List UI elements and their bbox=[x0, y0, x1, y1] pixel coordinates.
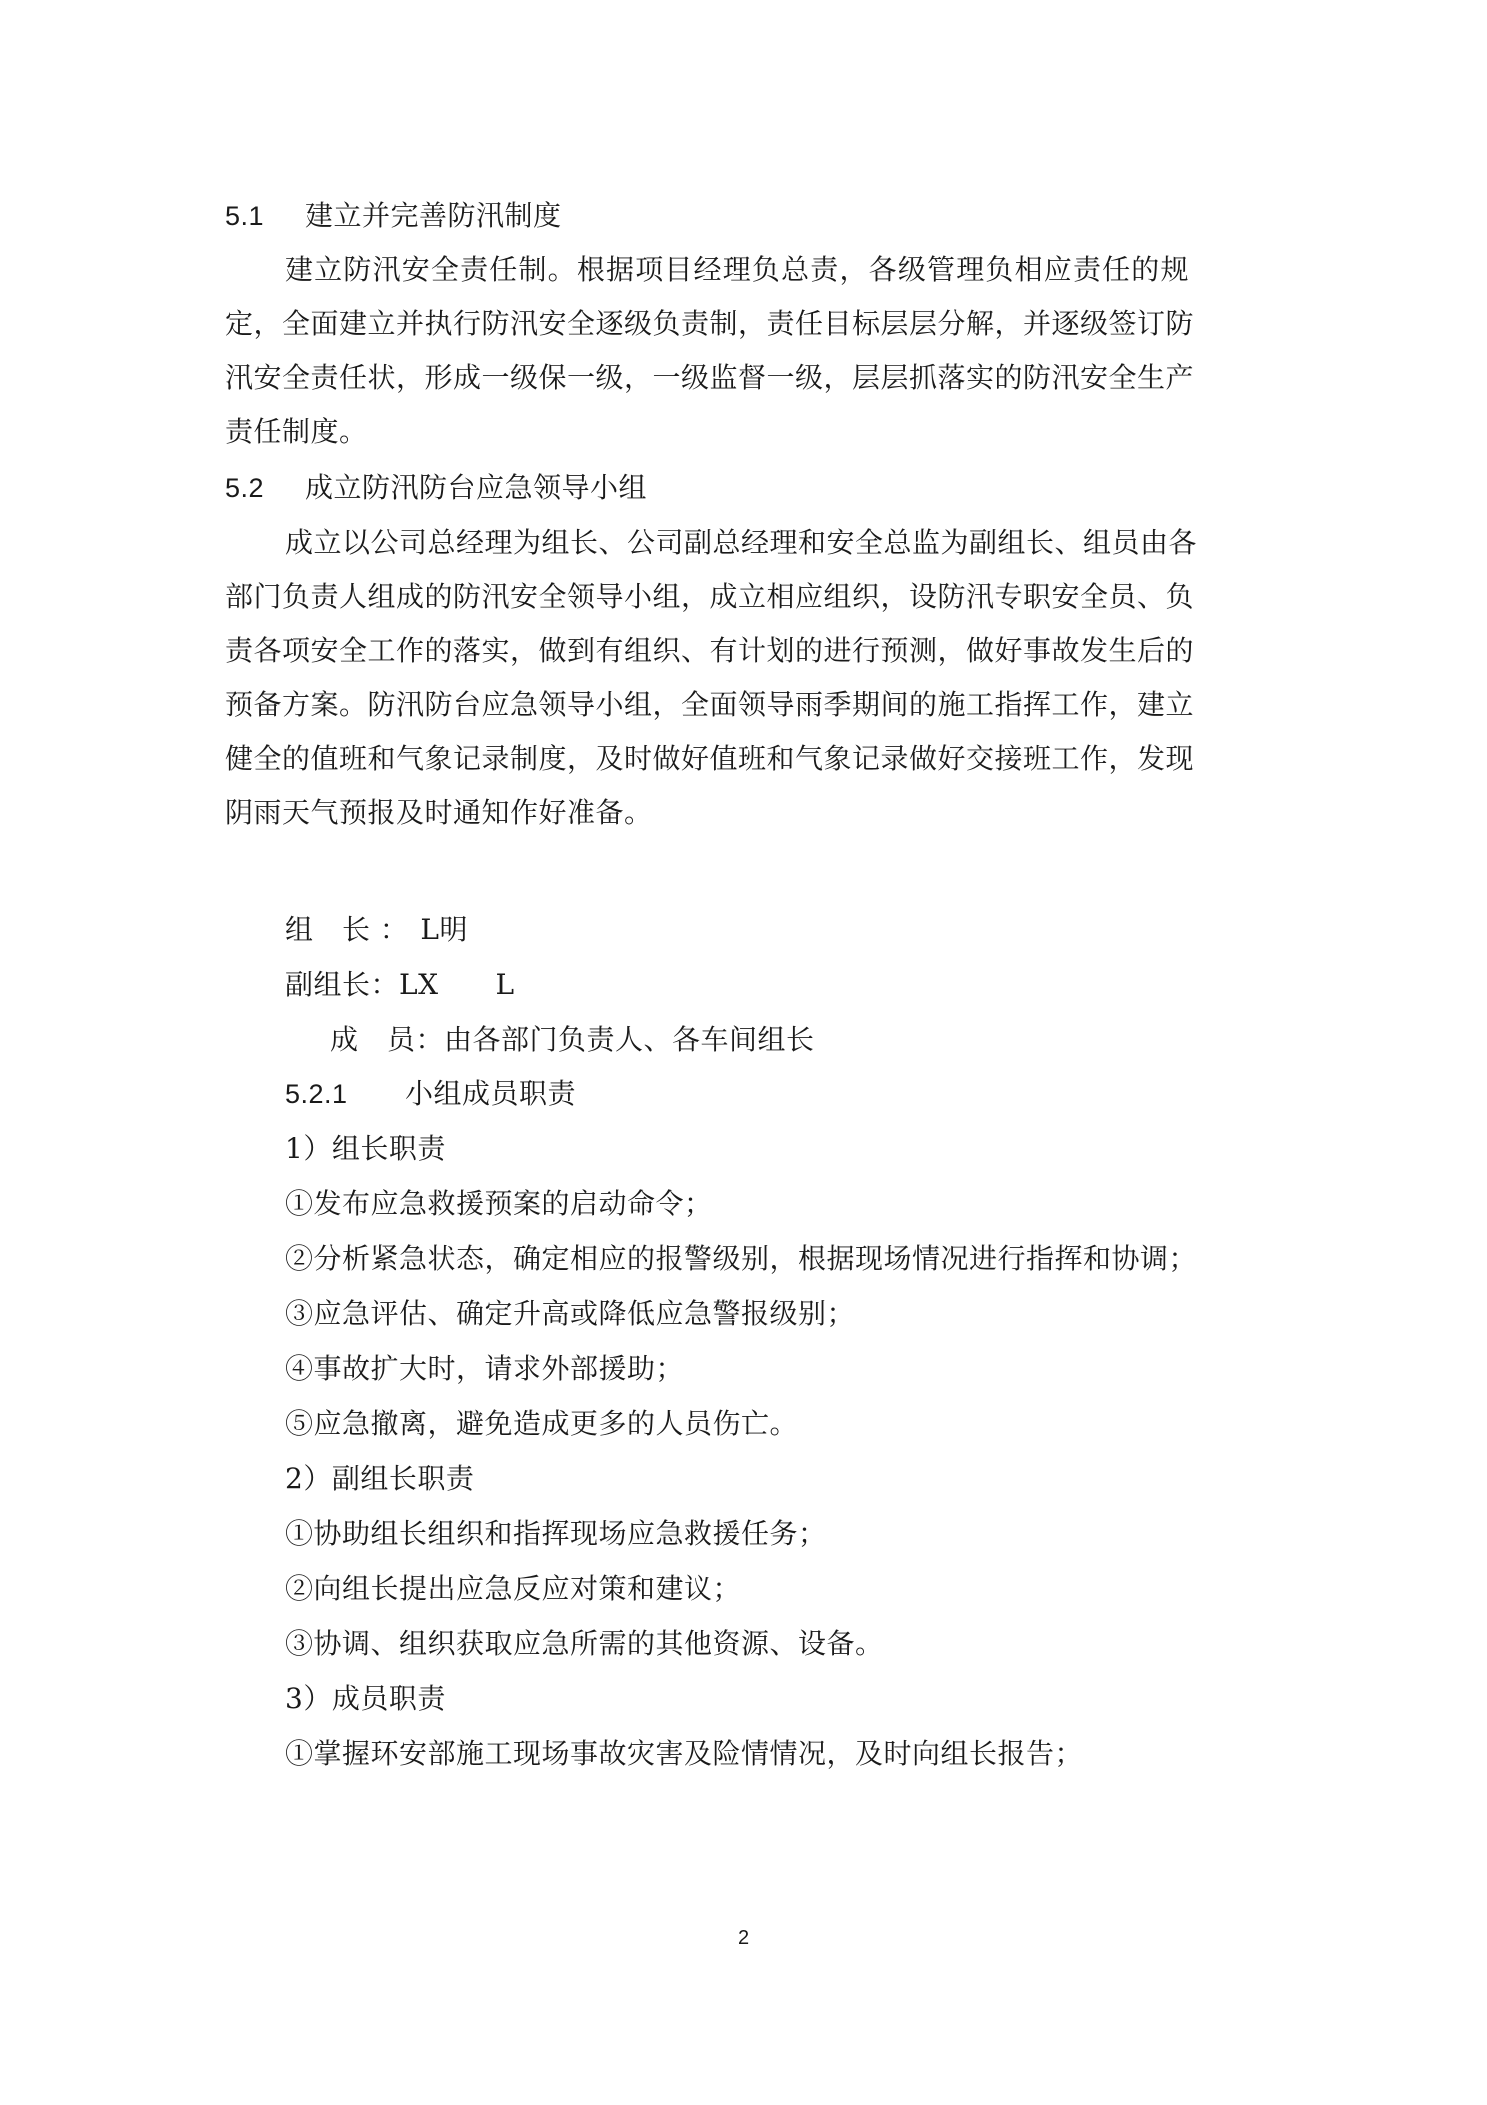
list-item: ①掌握环安部施工现场事故灾害及险情情况，及时向组长报告； bbox=[285, 1737, 1084, 1770]
list-item: ③协调、组织获取应急所需的其他资源、设备。 bbox=[285, 1627, 884, 1660]
paragraph-line: 预备方案。防汛防台应急领导小组，全面领导雨季期间的施工指挥工作，建立 bbox=[225, 688, 1195, 721]
leader-label: 组 长 ： bbox=[285, 913, 409, 946]
team-members-line bbox=[330, 1022, 815, 1058]
list-item: ⑤应急撤离，避免造成更多的人员伤亡。 bbox=[285, 1407, 799, 1440]
paragraph-line: 汛安全责任状，形成一级保一级，一级监督一级，层层抓落实的防汛安全生产 bbox=[225, 361, 1195, 394]
deputy-label: 副组长： bbox=[285, 968, 400, 1001]
section-5-2-heading bbox=[225, 470, 647, 506]
paragraph-line: 成立以公司总经理为组长、公司副总经理和安全总监为副组长、组员由各 bbox=[285, 526, 1198, 559]
list-item: ③应急评估、确定升高或降低应急警报级别； bbox=[285, 1297, 856, 1330]
paragraph-line: 责任制度。 bbox=[225, 415, 368, 448]
member-duties-heading: 3）成员职责 bbox=[285, 1682, 446, 1715]
members-value: 由各部门负责人、各车间组长 bbox=[444, 1023, 815, 1056]
team-deputy-line bbox=[285, 967, 515, 1003]
section-title: 成立防汛防台应急领导小组 bbox=[305, 471, 648, 504]
list-item: ①发布应急救援预案的启动命令； bbox=[285, 1187, 713, 1220]
leader-name: L明 bbox=[420, 913, 469, 946]
section-number: 5.2.1 bbox=[285, 1079, 348, 1109]
paragraph-line: 建立防汛安全责任制。根据项目经理负总责，各级管理负相应责任的规 bbox=[285, 253, 1189, 286]
list-item: ④事故扩大时，请求外部援助； bbox=[285, 1352, 685, 1385]
list-item: ②分析紧急状态，确定相应的报警级别，根据现场情况进行指挥和协调； bbox=[285, 1242, 1198, 1275]
deputy-names: LX L bbox=[399, 968, 515, 1001]
leader-duties-heading: 1）组长职责 bbox=[285, 1132, 446, 1165]
paragraph-line: 健全的值班和气象记录制度，及时做好值班和气象记录做好交接班工作，发现 bbox=[225, 742, 1195, 775]
section-number: 5.2 bbox=[225, 473, 265, 503]
section-5-2-1-heading bbox=[285, 1076, 576, 1112]
team-leader-line bbox=[285, 912, 468, 948]
deputy-duties-heading: 2）副组长职责 bbox=[285, 1462, 475, 1495]
members-label: 成 员： bbox=[330, 1023, 445, 1056]
page-number: 2 bbox=[737, 1927, 750, 1949]
section-title: 小组成员职责 bbox=[405, 1077, 577, 1110]
paragraph-line: 定，全面建立并执行防汛安全逐级负责制，责任目标层层分解，并逐级签订防 bbox=[225, 307, 1195, 340]
paragraph-line: 责各项安全工作的落实，做到有组织、有计划的进行预测，做好事故发生后的 bbox=[225, 634, 1195, 667]
paragraph-line: 阴雨天气预报及时通知作好准备。 bbox=[225, 796, 653, 829]
section-title: 建立并完善防汛制度 bbox=[305, 199, 562, 232]
list-item: ②向组长提出应急反应对策和建议； bbox=[285, 1572, 742, 1605]
section-number: 5.1 bbox=[225, 201, 265, 231]
list-item: ①协助组长组织和指挥现场应急救援任务； bbox=[285, 1517, 827, 1550]
section-5-1-heading bbox=[225, 198, 562, 234]
paragraph-line: 部门负责人组成的防汛安全领导小组，成立相应组织，设防汛专职安全员、负 bbox=[225, 580, 1195, 613]
